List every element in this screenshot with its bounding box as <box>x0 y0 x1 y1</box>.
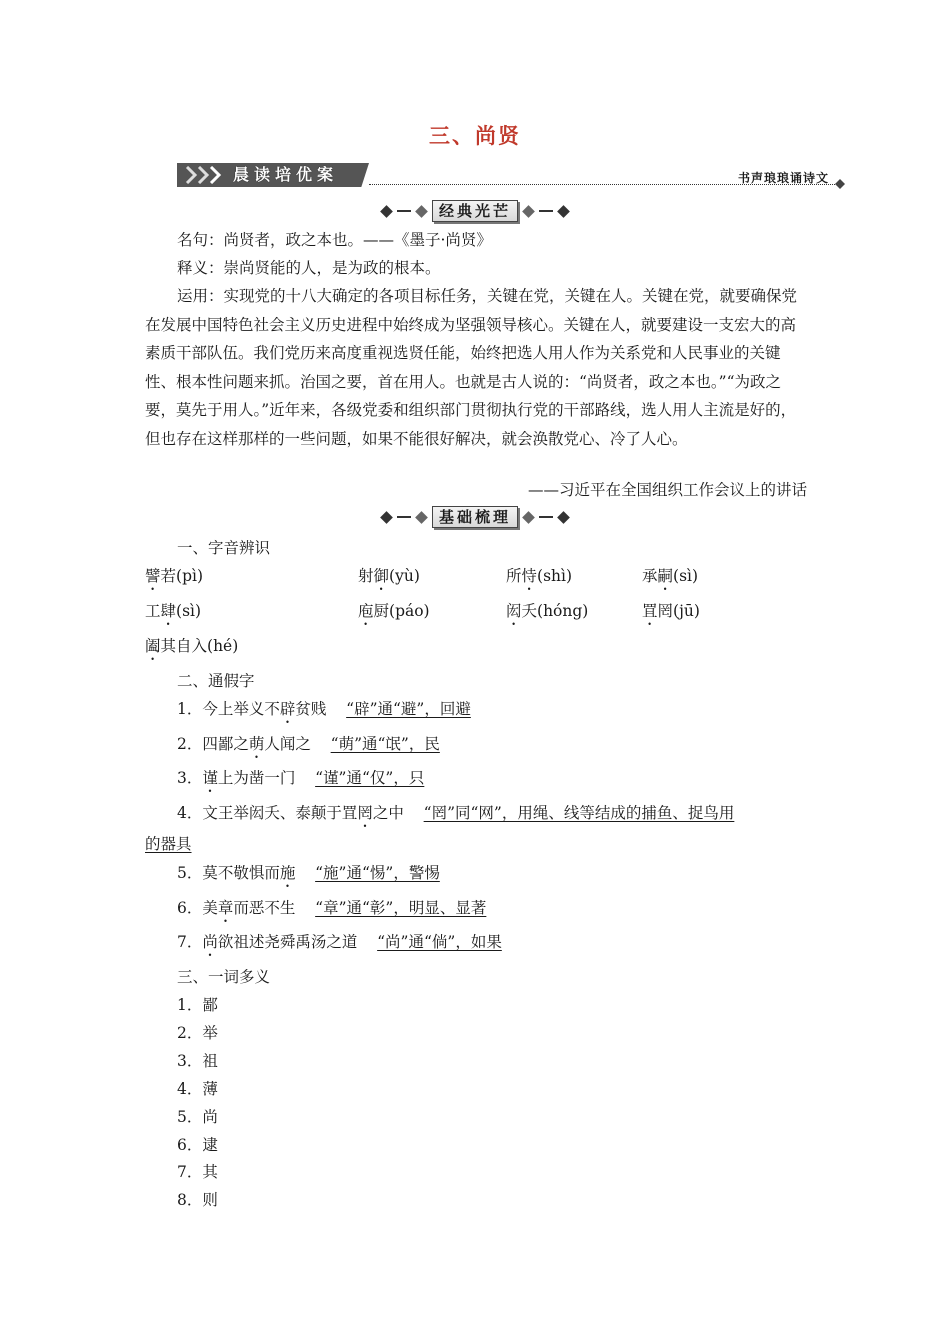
part-title-polysemy: 三、一词多义 <box>177 968 271 986</box>
loan-item: 6．美章而恶不生 “章”通“彰”，明显、显著 <box>177 899 487 917</box>
explanation: 释义：崇尚贤能的人，是为政的根本。 <box>177 259 441 277</box>
dash-divider <box>397 210 411 212</box>
loan-answer: “尚”通“倘”，如果 <box>377 933 502 951</box>
pronunciation-item: 承嗣(sì) <box>642 567 699 585</box>
section-heading: 经典光芒 <box>432 200 518 222</box>
polysemy-item: 7．其 <box>177 1163 218 1181</box>
loan-answer: “施”通“惕”，警惕 <box>315 864 440 882</box>
polysemy-item: 5．尚 <box>177 1108 218 1126</box>
pronunciation-item: 闳夭(hóng) <box>506 602 589 620</box>
pronunciation-item: 譬若(pì) <box>145 567 203 585</box>
dash-divider <box>539 516 553 518</box>
polysemy-item: 6．逮 <box>177 1136 218 1154</box>
pronunciation-item: 罝罔(jū) <box>642 602 700 620</box>
banner <box>177 160 847 190</box>
polysemy-item: 2．举 <box>177 1024 218 1042</box>
diamond-icon <box>522 205 535 218</box>
loan-item: 1．今上举义不辟贫贱 “辟”通“避”，回避 <box>177 700 471 718</box>
part-title-pronunciation: 一、字音辨识 <box>177 539 271 557</box>
pronunciation-item: 阖其自入(hé) <box>145 637 239 655</box>
loan-answer-continued: 的器具 <box>145 835 192 853</box>
diamond-icon <box>415 511 428 524</box>
page-title: 三、尚贤 <box>429 123 521 148</box>
dash-divider <box>397 516 411 518</box>
polysemy-item: 1．鄙 <box>177 996 218 1014</box>
application-paragraph: 运用：实现党的十八大确定的各项目标任务，关键在党，关键在人。关键在党，就要确保党在发展中国特色社会主义历史进程中始终成为坚强领导核心。关键在人，就要建设一支宏大的高素质干部队伍。我们党历来高度重视选贤任能，始终把选人用人作为关系党和人民事业的关键性、根本性问题来抓。治国之要，首在用人。也就是古人说的：“尚贤者，政之本也。”“为政之要，莫先于用人。”近年来，各级党委和组织部门贯彻执行党的干部路线，选人用人主流是好的，但也存在这样那样的一些问题，如果不能很好解决，就会涣散党心、冷了人心。 <box>145 287 798 448</box>
loan-item: 5．莫不敬惧而施 “施”通“惕”，警惕 <box>177 864 440 882</box>
chevron-right-icon <box>185 166 225 184</box>
diamond-icon <box>835 179 845 189</box>
famous-quote: 名句：尚贤者，政之本也。——《墨子·尚贤》 <box>177 231 492 249</box>
loan-item: 3．谨上为凿一门 “谨”通“仅”，只 <box>177 769 425 787</box>
diamond-icon <box>380 511 393 524</box>
banner-label: 晨读培优案 <box>233 165 339 184</box>
diamond-icon <box>522 511 535 524</box>
polysemy-item: 4．薄 <box>177 1080 218 1098</box>
loan-answer: “章”通“彰”，明显、显著 <box>315 899 487 917</box>
dash-divider <box>539 210 553 212</box>
diamond-icon <box>380 205 393 218</box>
loan-answer: “辟”通“避”，回避 <box>346 700 471 718</box>
loan-item: 4．文王举闳夭、泰颠于罝罔之中 “罔”同“网”，用绳、线等结成的捕鱼、捉鸟用 <box>177 804 735 822</box>
diamond-icon <box>415 205 428 218</box>
polysemy-item: 8．则 <box>177 1191 218 1209</box>
polysemy-item: 3．祖 <box>177 1052 218 1070</box>
section-heading: 基础梳理 <box>432 506 518 528</box>
pronunciation-item: 庖厨(páo) <box>358 602 430 620</box>
loan-item: 7．尚欲祖述尧舜禹汤之道 “尚”通“倘”，如果 <box>177 933 502 951</box>
section-header-classics <box>0 200 950 226</box>
diamond-icon <box>557 205 570 218</box>
pronunciation-item: 射御(yù) <box>358 567 420 585</box>
section-header-basics <box>0 506 950 532</box>
loan-answer: “谨”通“仅”，只 <box>315 769 425 787</box>
diamond-icon <box>557 511 570 524</box>
pronunciation-item: 工肆(sì) <box>145 602 202 620</box>
loan-item: 2．四鄙之萌人闻之 “萌”通“氓”，民 <box>177 735 440 753</box>
pronunciation-item: 所恃(shì) <box>506 567 573 585</box>
loan-answer: “罔”同“网”，用绳、线等结成的捕鱼、捉鸟用 <box>423 804 735 822</box>
loan-answer: “萌”通“氓”，民 <box>330 735 440 753</box>
banner-right-text: 书声琅琅诵诗文 <box>737 171 829 185</box>
part-title-loan-characters: 二、通假字 <box>177 672 255 690</box>
quote-source: ——习近平在全国组织工作会议上的讲话 <box>527 481 807 499</box>
